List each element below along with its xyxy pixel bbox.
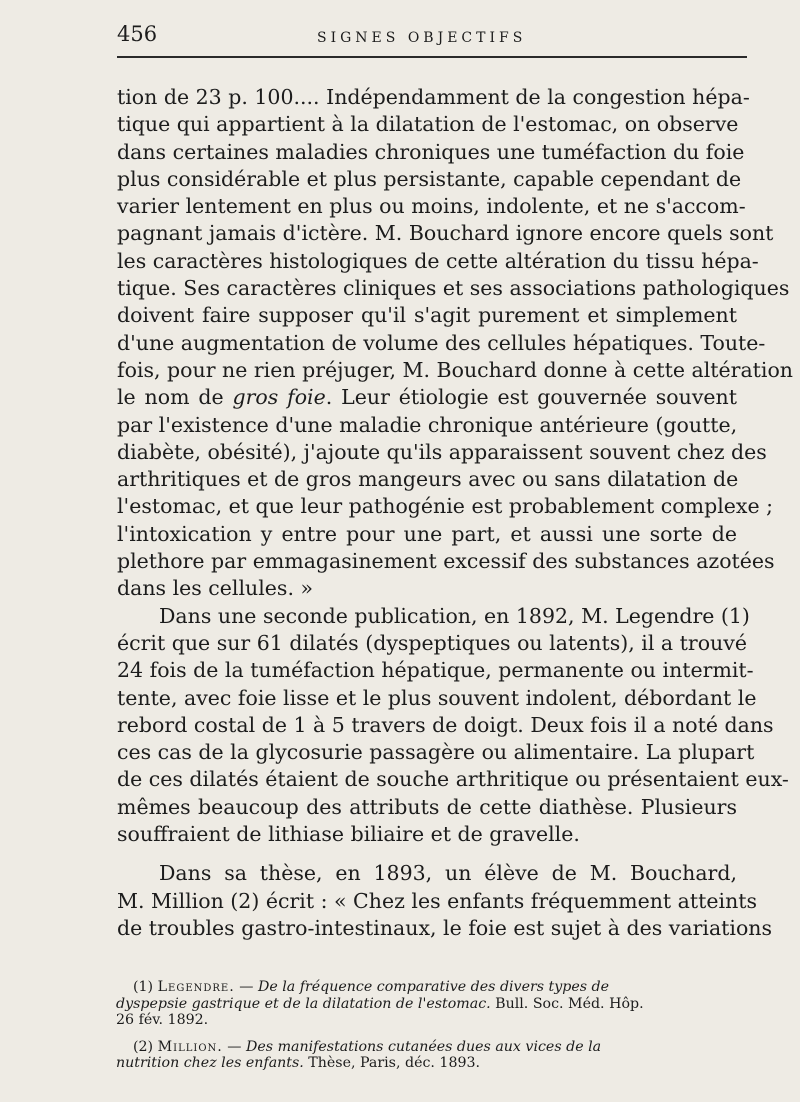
text-line bbox=[117, 384, 737, 411]
text-line: d'une augmentation de volume des cellules hépatiques. Toute- bbox=[117, 330, 766, 355]
footnote-title: dyspepsie gastrique et de la dilatation de l'estomac. bbox=[116, 995, 491, 1012]
footnote-dash: — bbox=[222, 1038, 247, 1055]
text-line: de troubles gastro-intestinaux, le foie est sujet à des variations bbox=[117, 915, 773, 940]
footnote-dash: — bbox=[234, 979, 258, 995]
text-line: Dans sa thèse, en 1893, un élève de M. Bouchard, bbox=[159, 861, 737, 886]
text-line: tique qui appartient à la dilatation de l'estomac, on observe bbox=[117, 112, 739, 137]
text-line: tion de 23 p. 100.... Indépendamment de la congestion hépa- bbox=[117, 85, 750, 109]
text-line: Dans une seconde publication, en 1892, M. Legendre (1) bbox=[159, 603, 750, 628]
text-line: l'intoxication y entre pour une part, et aussi une sorte de bbox=[117, 521, 737, 546]
footnote-source: Thèse, Paris, déc. 1893. bbox=[303, 1055, 481, 1071]
text-line: rebord costal de 1 à 5 travers de doigt. Deux fois il a noté dans bbox=[117, 712, 774, 737]
paragraph-gap bbox=[117, 848, 737, 860]
footnote-2 bbox=[116, 1038, 738, 1072]
text-line: tique. Ses caractères cliniques et ses associations pathologiques bbox=[117, 276, 790, 301]
footnote-marker: (2) bbox=[133, 1038, 154, 1055]
footnote-source: Bull. Soc. Méd. Hôp. bbox=[490, 995, 644, 1012]
text-line: diabète, obésité), j'ajoute qu'ils apparaissent souvent chez des bbox=[117, 439, 767, 464]
text-line: de ces dilatés étaient de souche arthritique ou présentaient eux- bbox=[117, 767, 789, 792]
footnote-line: 26 fév. 1892. bbox=[116, 1012, 209, 1028]
text-line: tente, avec foie lisse et le plus souvent indolent, débordant le bbox=[117, 685, 757, 710]
text-line: fois, pour ne rien préjuger, M. Bouchard donne à cette altération bbox=[117, 357, 794, 382]
text-line: par l'existence d'une maladie chronique antérieure (goutte, bbox=[117, 412, 738, 437]
running-title: SIGNES OBJECTIFS bbox=[317, 30, 527, 46]
text-line: dans certaines maladies chroniques une tuméfaction du foie bbox=[117, 139, 745, 164]
footnotes bbox=[116, 979, 738, 1082]
footnote-title: nutrition chez les enfants. bbox=[116, 1055, 304, 1071]
paragraph-3 bbox=[117, 860, 773, 942]
text-line: dans les cellules. » bbox=[117, 576, 314, 601]
body-text bbox=[117, 84, 794, 942]
italic-term-gros-foie: gros foie bbox=[232, 385, 326, 410]
text-line: 24 fois de la tuméfaction hépatique, permanente ou intermit- bbox=[117, 658, 754, 683]
footnote-line bbox=[116, 1039, 738, 1056]
text-line: M. Million (2) écrit : « Chez les enfants fréquemment atteints bbox=[117, 888, 758, 913]
footnote-line bbox=[116, 996, 738, 1013]
header-rule bbox=[117, 56, 747, 58]
footnote-author: Legendre. bbox=[157, 979, 235, 995]
text-line: mêmes beaucoup des attributs de cette diathèse. Plusieurs bbox=[117, 794, 737, 819]
footnote-title: De la fréquence comparative des divers types de bbox=[257, 979, 610, 995]
text-line: doivent faire supposer qu'il s'agit purement et simplement bbox=[117, 303, 737, 328]
text-line: l'estomac, et que leur pathogénie est probablement complexe ; bbox=[117, 494, 773, 519]
text-line: varier lentement en plus ou moins, indolente, et ne s'accom- bbox=[117, 194, 746, 219]
text-line: ces cas de la glycosurie passagère ou alimentaire. La plupart bbox=[117, 740, 755, 765]
text-line: pagnant jamais d'ictère. M. Bouchard ignore encore quels sont bbox=[117, 221, 774, 246]
footnote-marker: (1) bbox=[133, 979, 154, 995]
text-line: les caractères histologiques de cette altération du tissu hépa- bbox=[117, 248, 759, 273]
footnote-line bbox=[116, 1055, 738, 1072]
paragraph-2 bbox=[117, 603, 789, 849]
text-line: souffraient de lithiase biliaire et de gravelle. bbox=[117, 822, 580, 847]
footnote-author: Million. bbox=[157, 1038, 223, 1055]
page-number: 456 bbox=[117, 22, 158, 46]
text-fragment: . Leur étiologie est gouvernée souvent bbox=[325, 385, 737, 410]
text-line: plus considérable et plus persistante, capable cependant de bbox=[117, 166, 742, 191]
paragraph-1 bbox=[117, 84, 794, 603]
text-line: arthritiques et de gros mangeurs avec ou sans dilatation de bbox=[117, 467, 739, 492]
footnote-line bbox=[116, 979, 738, 996]
page-header bbox=[117, 22, 747, 62]
text-line: écrit que sur 61 dilatés (dyspeptiques ou latents), il a trouvé bbox=[117, 630, 747, 655]
footnote-title: Des manifestations cutanées dues aux vices de la bbox=[246, 1038, 602, 1055]
text-line: plethore par emmagasinement excessif des substances azotées bbox=[117, 549, 775, 574]
footnote-1 bbox=[116, 979, 738, 1029]
text-fragment: le nom de bbox=[117, 385, 233, 410]
